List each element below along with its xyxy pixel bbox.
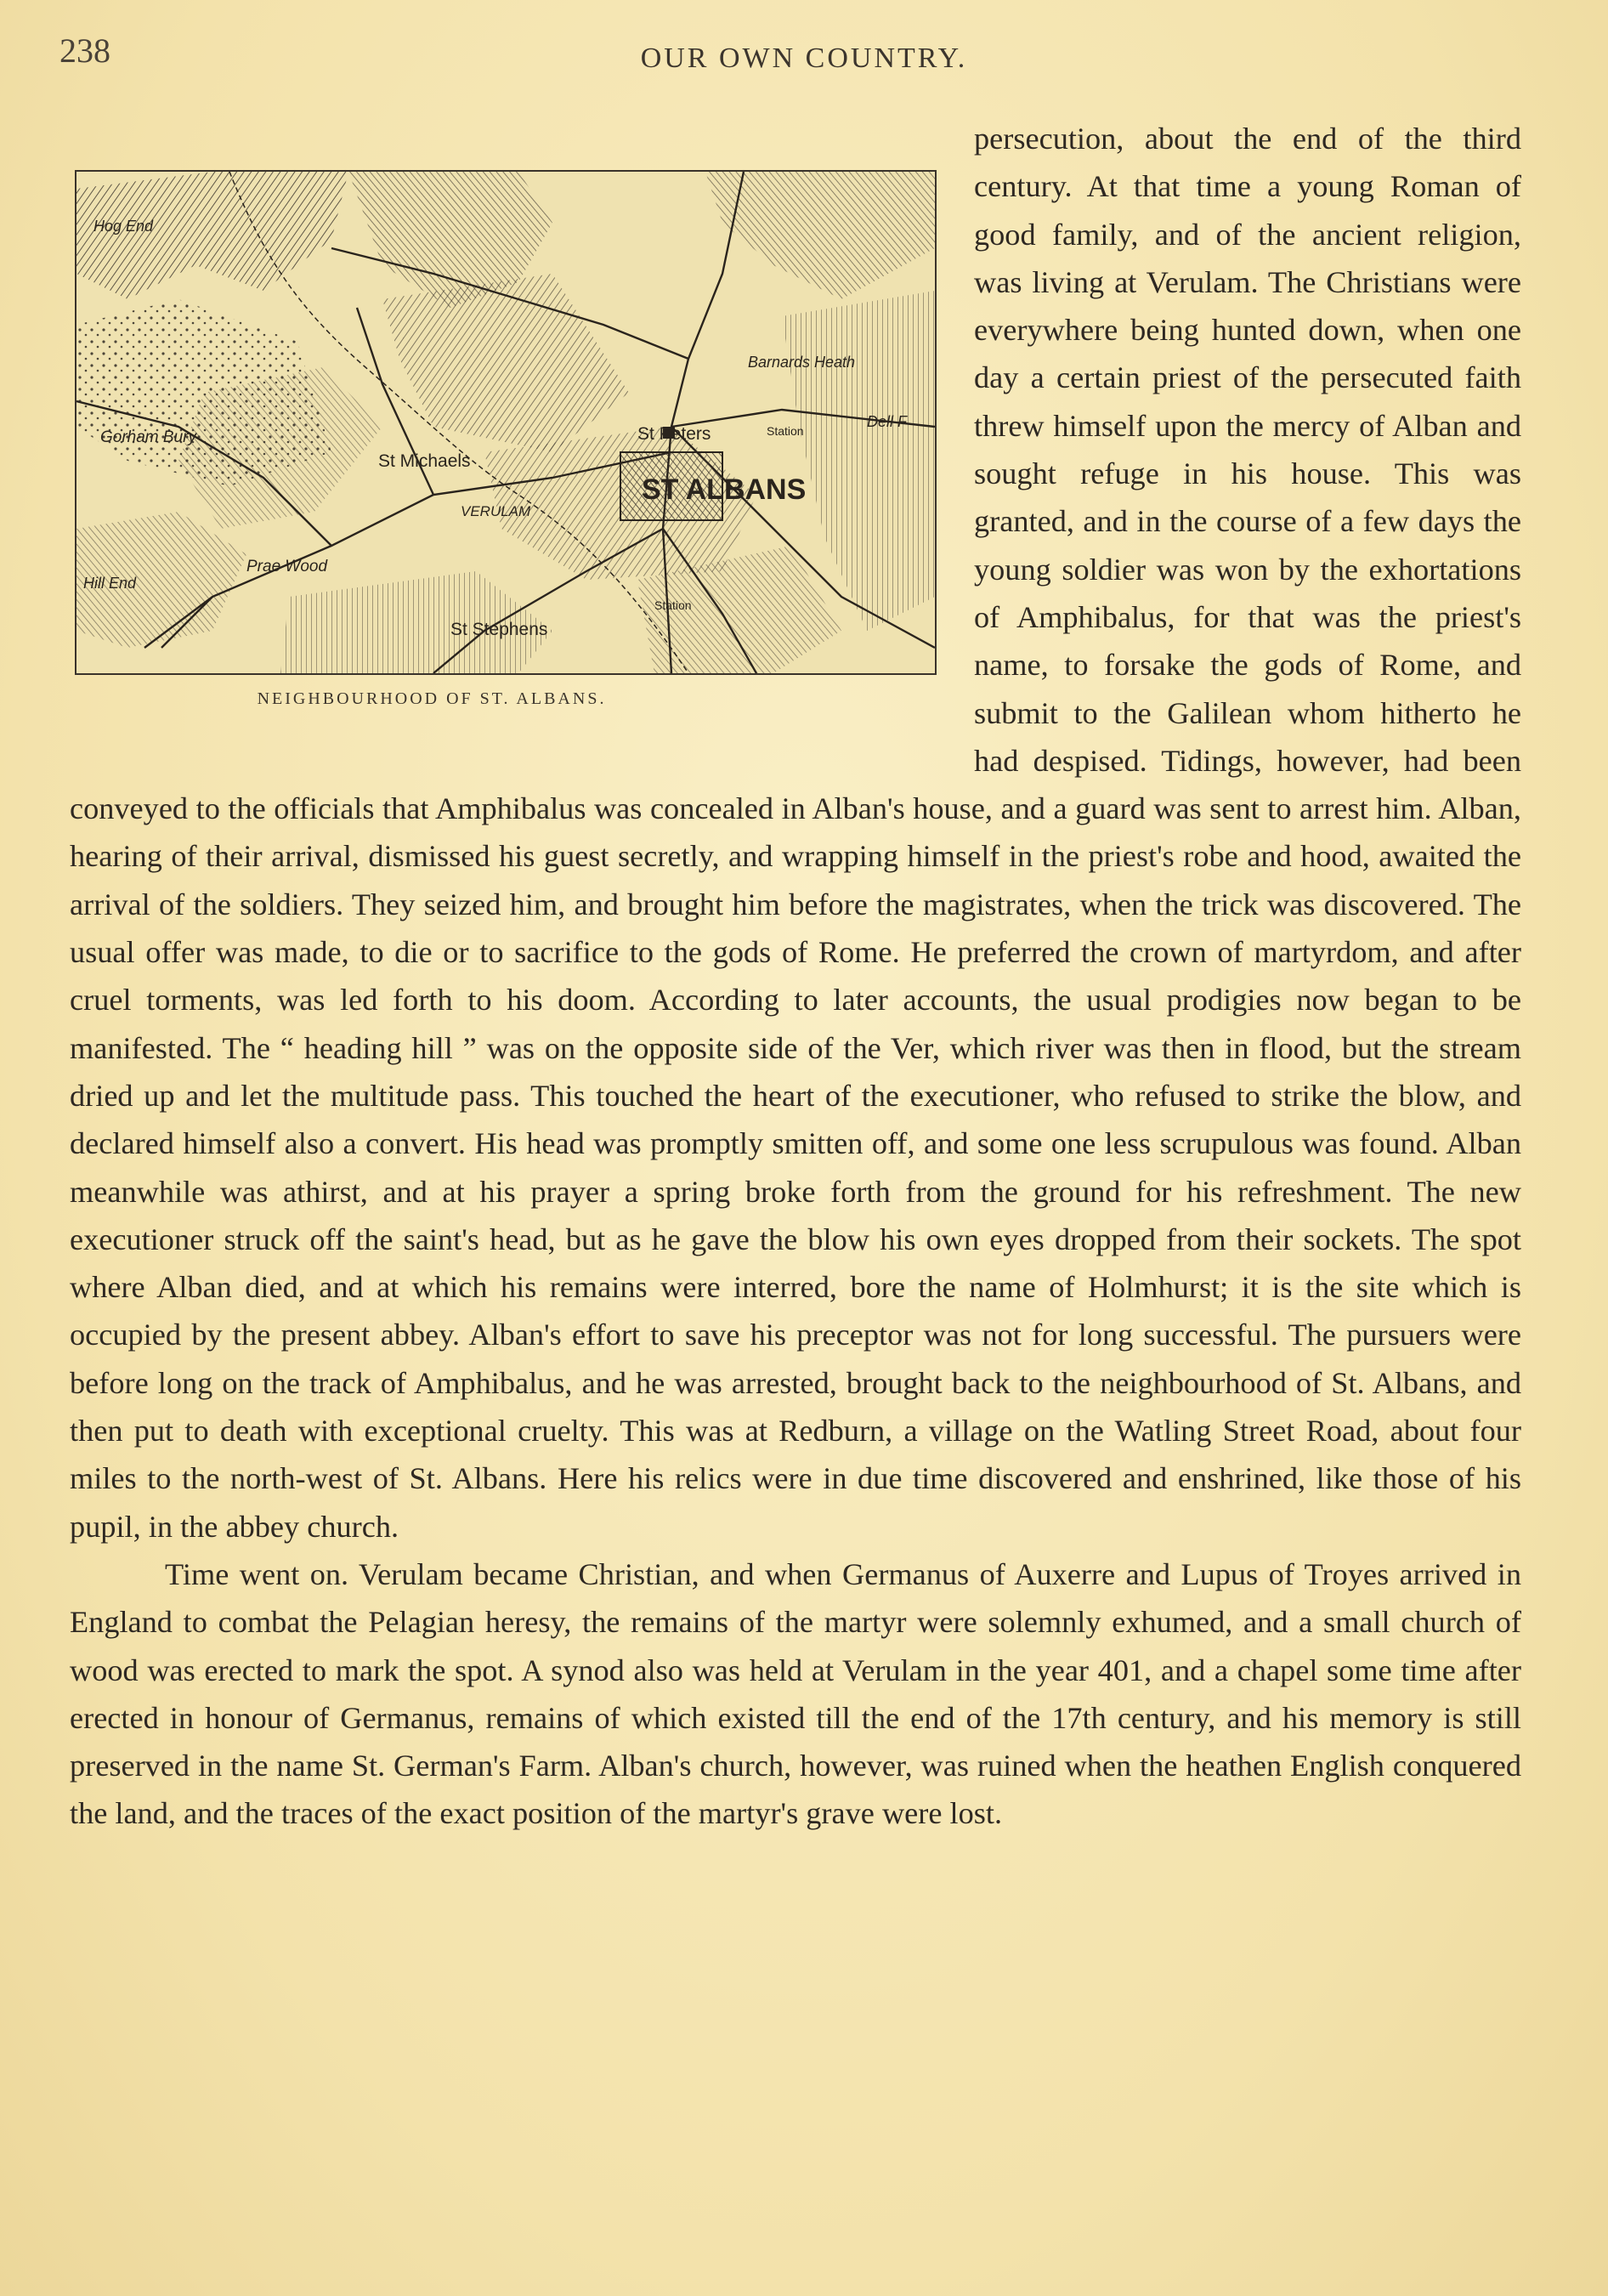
map-label-st-peters: St Peters (637, 424, 711, 444)
map-label-hill-end: Hill End (83, 575, 137, 592)
running-title: OUR OWN COUNTRY. (640, 43, 968, 74)
figure-caption: NEIGHBOURHOOD OF ST. ALBANS. (257, 689, 607, 708)
paragraph-2: Time went on. Verulam became Christian, and when Germanus of Auxerre and Lupus of Troyes arrived in England to combat the Pelagian heresy, the remains of the martyr were solemnly exhumed, and a small church of wood was erected to mark the spot. A synod also was held at Verulam in the year 401, and a chapel some time after erected in honour of Germanus, remains of which existed till the end of the 17th century, and his memory is still preserved in the name St. German's Farm. Alban's church, however, was ruined when the heathen English conquered the land, and the traces of the exact position of the martyr's grave were lost. (70, 1556, 1521, 1831)
map-label-st-stephens: St Stephens (450, 620, 548, 639)
map-label-station-south: Station (654, 598, 692, 612)
map-label-prae-wood: Prae Wood (246, 558, 328, 575)
map-label-st-michaels: St Michaels (378, 451, 471, 471)
map-figure (70, 170, 945, 738)
map-label-verulam: VERULAM (461, 503, 531, 519)
map-label-barnards-heath: Barnards Heath (748, 354, 856, 371)
map-label-station-north: Station (767, 424, 804, 438)
page-number: 238 (59, 31, 110, 70)
map-st-albans (75, 170, 937, 675)
map-label-st-albans: ST ALBANS (642, 473, 807, 506)
paragraph-1: persecution, about the end of the third century. At that time a young Roman of good family, and of the ancient religion, was living at Verulam. The Christians were everywhere being hunted down, when one day a certain priest of the persecuted faith threw himself upon the mercy of Alban and sought refuge in his house. This was granted, and in the course of a few days the young soldier was won by the exhortations of Amphibalus, for that was the priest's name, to forsake the gods of Rome, and submit to the Galilean whom hitherto he had despised. Tidings, however, had been conveyed to the officials that Amphibalus was concealed in Alban's house, and a guard was sent to arrest him. Alban, hearing of their arrival, dismissed his guest secretly, and wrapping himself in the priest's robe and hood, awaited the arrival of the soldiers. They seized him, and brought him before the magistrates, when the trick was discovered. The usual offer was made, to die or to sacrifice to the gods of Rome. He preferred the crown of martyrdom, and after cruel torments, was led forth to his doom. According to later accounts, the usual prodigies now began to be manifested. The “ heading hill ” was on the opposite side of the Ver, which river was then in flood, but the stream dried up and let the multitude pass. This touched the heart of the executioner, who refused to strike the blow, and declared himself also a convert. His head was promptly smitten off, and some one less scrupulous was found. Alban meanwhile was athirst, and at his prayer a spring broke forth from the ground for his refreshment. The new executioner struck off the saint's head, but as he gave the blow his own eyes dropped from their sockets. The spot where Alban died, and at which his remains were interred, bore the name of Holmhurst; it is the site which is occupied by the present abbey. Alban's effort to save his preceptor was not for long successful. The pursuers were before long on the track of Amphibalus, and he was arrested, brought back to the neighbourhood of St. Albans, and then put to death with exceptional cruelty. This was at Redburn, a village on the Watling Street Road, about four miles to the north-west of St. Albans. Here his relics were in due time discovered and enshrined, like those of his pupil, in the abbey church. (70, 122, 1521, 1544)
map-label-gorham-bury: Gorham Bury (100, 428, 196, 446)
map-label-dell-f: Dell F (867, 413, 908, 430)
article-body (70, 115, 1521, 1838)
map-label-hog-end: Hog End (93, 218, 154, 235)
